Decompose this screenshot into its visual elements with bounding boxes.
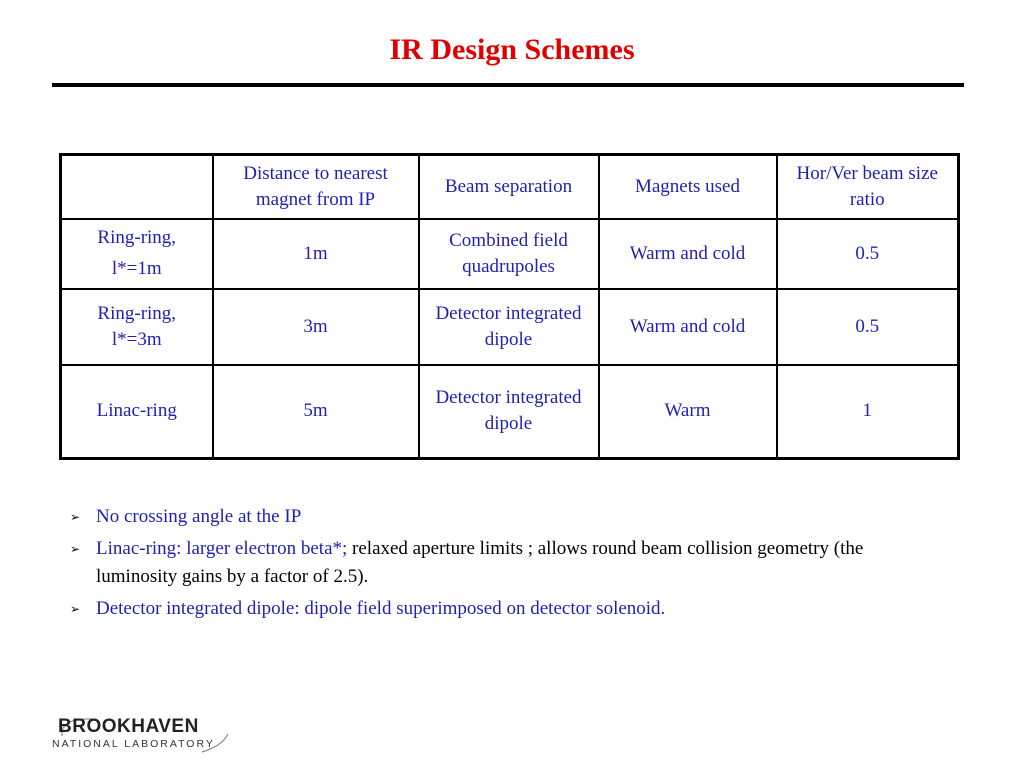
list-item (70, 503, 910, 531)
scheme-cell (61, 289, 213, 365)
magnets-cell: Warm and cold (599, 219, 777, 289)
title-rule (52, 83, 964, 87)
header-cell-empty (61, 155, 213, 219)
scheme-cell (61, 219, 213, 289)
note-black-text: relaxed aperture limits ; allows round beam collision geometry (the luminosity gains by a factor of 2.5). (96, 538, 864, 587)
magnets-cell: Warm and cold (599, 289, 777, 365)
ratio-cell: 0.5 (777, 219, 959, 289)
ir-schemes-table (59, 153, 960, 460)
scheme-name: Ring-ring, (97, 227, 177, 248)
scheme-cell: Linac-ring (61, 365, 213, 459)
slide-title: IR Design Schemes (389, 33, 635, 66)
separation-cell: Detector integrated dipole (419, 365, 599, 459)
arrow-bullet-icon: ➢ (70, 510, 81, 524)
brookhaven-logo (52, 716, 232, 756)
notes-list (70, 503, 910, 627)
distance-cell: 3m (213, 289, 419, 365)
note-blue-text: No crossing angle at the IP (96, 506, 302, 527)
separation-cell: Combined field quadrupoles (419, 219, 599, 289)
scheme-lstar: l*=3m (111, 328, 162, 350)
arrow-bullet-icon: ➢ (70, 602, 81, 616)
magnets-cell: Warm (599, 365, 777, 459)
table-row (61, 289, 959, 365)
list-item (70, 595, 910, 623)
logo-line2: NATIONAL LABORATORY (52, 738, 215, 750)
scheme-name: Ring-ring, (97, 302, 177, 324)
ratio-cell: 1 (777, 365, 959, 459)
arrow-bullet-icon: ➢ (70, 542, 81, 556)
header-magnets-used: Magnets used (599, 155, 777, 219)
scheme-lstar: l*=1m (111, 258, 162, 279)
header-distance: Distance to nearest magnet from IP (213, 155, 419, 219)
header-beam-separation: Beam separation (419, 155, 599, 219)
header-size-ratio: Hor/Ver beam size ratio (777, 155, 959, 219)
list-item (70, 535, 910, 591)
table-row (61, 219, 959, 289)
distance-cell: 5m (213, 365, 419, 459)
table-header-row (61, 155, 959, 219)
logo-line1: BROOKHAVEN (58, 716, 199, 737)
note-blue-text: Linac-ring: larger electron beta*; (96, 538, 348, 559)
separation-cell: Detector integrated dipole (419, 289, 599, 365)
table-row (61, 365, 959, 459)
ratio-cell: 0.5 (777, 289, 959, 365)
note-blue-text: Detector integrated dipole: dipole field superimposed on detector solenoid. (96, 598, 666, 619)
distance-cell: 1m (213, 219, 419, 289)
